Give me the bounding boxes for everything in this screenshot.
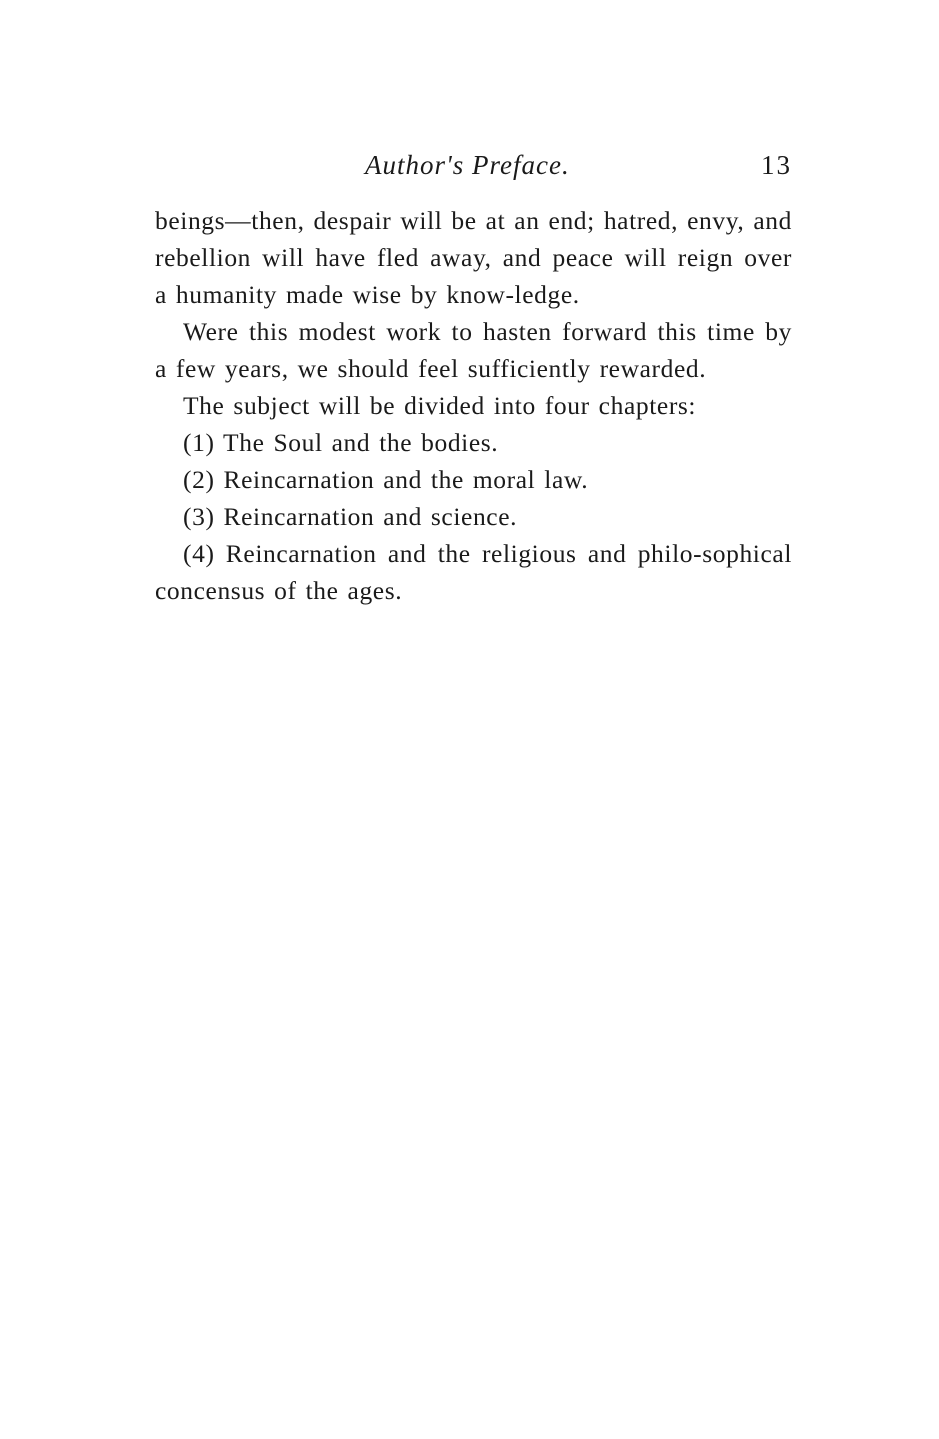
running-title: Author's Preface. — [365, 150, 570, 180]
chapter-list-item: (4) Reincarnation and the religious and philo-sophical concensus of the ages. — [155, 539, 792, 605]
paragraph-modest-work: Were this modest work to hasten forward this time by a few years, we should feel sufficiently rewarded. — [155, 317, 792, 383]
running-header — [0, 150, 939, 190]
chapter-list-item: (2) Reincarnation and the moral law. — [183, 465, 589, 494]
chapter-list-item: (1) The Soul and the bodies. — [183, 428, 499, 457]
paragraph-continuation: beings—then, despair will be at an end; hatred, envy, and rebellion will have fled away, and peace will reign over a humanity made wise by know-ledge. — [155, 206, 792, 309]
chapter-list-item: (3) Reincarnation and science. — [183, 502, 518, 531]
page-number: 13 — [761, 150, 792, 180]
body-text — [155, 202, 792, 609]
paragraph-chapters-intro: The subject will be divided into four chapters: — [183, 391, 697, 420]
